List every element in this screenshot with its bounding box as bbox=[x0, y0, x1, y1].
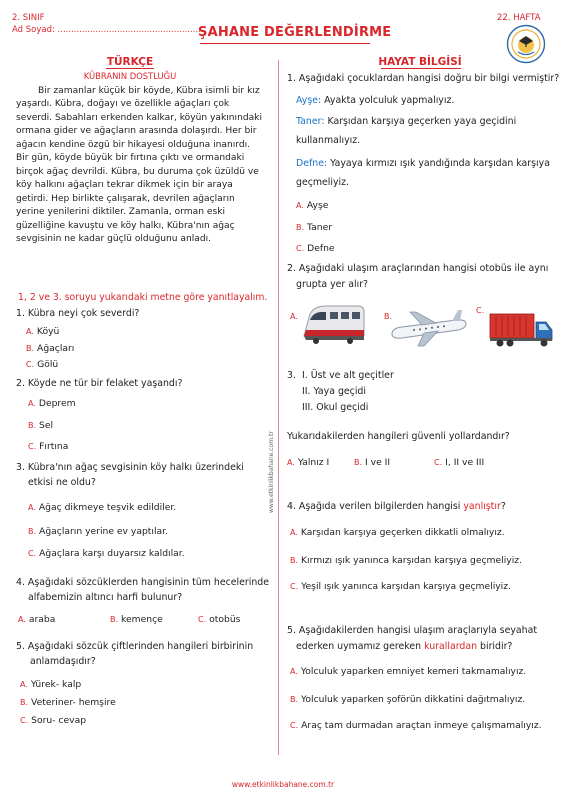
hb-question-5-line2: ederken uymamız gereken kurallardan biridir? bbox=[296, 641, 513, 652]
turkce-q5-option-a[interactable]: A. Yürek- kalp bbox=[20, 679, 82, 690]
vertical-url: www.etkinlikbahane.com.tr bbox=[268, 431, 275, 513]
turkce-question-5: 5. Aşağıdaki sözcük çiftlerinden hangileri birbirinin bbox=[16, 641, 254, 652]
hb-q1-statement-taner: Taner: Karşıdan karşıya geçerken yaya geçidini bbox=[296, 116, 517, 127]
logo-badge-icon bbox=[506, 24, 546, 64]
turkce-q4-option-c[interactable]: C. otobüs bbox=[198, 614, 241, 625]
hb-q1-statement-ayse: Ayşe: Ayakta yolculuk yapmalıyız. bbox=[296, 95, 455, 106]
hb-q2-option-c[interactable]: C. bbox=[476, 306, 485, 315]
title-underline bbox=[200, 43, 370, 44]
hb-q5-option-a[interactable]: A. Yolculuk yaparken emniyet kemeri takmamalıyız. bbox=[290, 666, 527, 677]
turkce-q4-option-b[interactable]: B. kemençe bbox=[110, 614, 163, 625]
turkce-question-4-line2: alfabemizin altıncı harfi bulunur? bbox=[28, 592, 183, 603]
hb-q1-option-a[interactable]: A. Ayşe bbox=[296, 200, 329, 211]
hb-q3-option-a[interactable]: A. Yalnız I bbox=[287, 457, 330, 468]
train-icon[interactable] bbox=[300, 300, 368, 346]
turkce-question-3-line2: etkisi ne oldu? bbox=[28, 477, 96, 488]
name-field-label[interactable]: Ad Soyad: ....................................................... bbox=[12, 25, 207, 35]
hayat-bilgisi-section-title: HAYAT BİLGİSİ bbox=[378, 56, 462, 68]
hb-q2-option-b[interactable]: B. bbox=[384, 312, 393, 321]
story-paragraph-2: Bir gün, köyde büyük bir fırtına çıktı ve ormandaki birçok ağaç devrildi. Kübra, bu duruma çok üzüldü ve köy halkını ağaçları tekrar dikmek için bir araya getirdi. Hep birlikte çalışarak, devrilen ağaçların yerine yenilerini diktiler. Zamanla, orman eski güzelliğine kavuştu ve köy halkı, Kübra'nın ağaç sevgisinin ne kadar güçlü olduğunu anladı. bbox=[16, 153, 259, 244]
hb-q4-option-c[interactable]: C. Yeşil ışık yanınca karşıdan karşıya geçmeliyiz. bbox=[290, 581, 511, 592]
hb-q3-item-1: I. Üst ve alt geçitler bbox=[302, 370, 394, 381]
hb-question-4: 4. Aşağıda verilen bilgilerden hangisi yanlıştır? bbox=[287, 501, 506, 512]
turkce-q1-option-c[interactable]: C. Gölü bbox=[26, 359, 59, 370]
turkce-q5-option-c[interactable]: C. Soru- cevap bbox=[20, 715, 87, 726]
hb-q1-option-b[interactable]: B. Taner bbox=[296, 222, 333, 233]
hb-question-2-line2: grupta yer alır? bbox=[296, 279, 369, 290]
hb-q4-option-a[interactable]: A. Karşıdan karşıya geçerken dikkatli olmalıyız. bbox=[290, 527, 505, 538]
hb-q5-option-b[interactable]: B. Yolculuk yaparken şoförün dikkatini dağıtmalıyız. bbox=[290, 694, 526, 705]
turkce-question-3: 3. Kübra'nın ağaç sevgisinin köy halkı üzerindeki bbox=[16, 462, 244, 473]
turkce-question-5-line2: anlamdaşıdır? bbox=[30, 656, 96, 667]
story-paragraph-1: Bir zamanlar küçük bir köyde, Kübra isimli bir kız yaşardı. Kübra, doğayı ve özellikle ağaçları çok severdi. Sabahları erkenden kalkar, köyün yakınındaki ormana gider ve ağaçların arasında dolaşırdı. Her bir ağacın kendine özgü bir hikayesi olduğuna inanırdı. bbox=[16, 86, 262, 150]
hb-question-1: 1. Aşağıdaki çocuklardan hangisi doğru bir bilgi vermiştir? bbox=[287, 73, 560, 84]
hb-q1-statement-defne: Defne: Yayaya kırmızı ışık yandığında karşıdan karşıya bbox=[296, 158, 550, 169]
hb-q4-option-b[interactable]: B. Kırmızı ışık yanınca karşıdan karşıya geçmeliyiz. bbox=[290, 555, 523, 566]
turkce-q3-option-b[interactable]: B. Ağaçların yerine ev yaptılar. bbox=[28, 526, 169, 537]
instruction-text: 1, 2 ve 3. soruyu yukarıdaki metne göre yanıtlayalım. bbox=[18, 292, 268, 303]
hb-q3-item-3: III. Okul geçidi bbox=[302, 402, 369, 413]
turkce-q2-option-c[interactable]: C. Fırtına bbox=[28, 441, 69, 452]
turkce-q1-option-b[interactable]: B. Ağaçları bbox=[26, 343, 75, 354]
airplane-icon[interactable] bbox=[388, 308, 468, 348]
week-label: 22. HAFTA bbox=[497, 13, 541, 23]
footer-url[interactable]: www.etkinlikbahane.com.tr bbox=[231, 780, 335, 789]
story-text bbox=[16, 85, 262, 246]
column-divider bbox=[278, 60, 279, 755]
turkce-question-4: 4. Aşağıdaki sözcüklerden hangisinin tüm hecelerinde bbox=[16, 577, 269, 588]
turkce-q3-option-c[interactable]: C. Ağaçlara karşı duyarsız kaldılar. bbox=[28, 548, 185, 559]
hb-q1-option-c[interactable]: C. Defne bbox=[296, 243, 335, 254]
hayat-bilgisi-underline bbox=[381, 68, 461, 69]
hb-q3-item-2: II. Yaya geçidi bbox=[302, 386, 366, 397]
story-title: KÜBRANIN DOSTLUĞU bbox=[83, 71, 177, 81]
hb-q3-option-b[interactable]: B. I ve II bbox=[354, 457, 391, 468]
turkce-section-title: TÜRKÇE bbox=[106, 56, 154, 68]
hb-q5-option-c[interactable]: C. Araç tam durmadan araçtan inmeye çalışmamalıyız. bbox=[290, 720, 542, 731]
hb-q1-statement-defne-line2: geçmeliyiz. bbox=[296, 177, 350, 188]
hb-q1-statement-taner-line2: kullanmalıyız. bbox=[296, 135, 361, 146]
turkce-q5-option-b[interactable]: B. Veteriner- hemşire bbox=[20, 697, 116, 708]
turkce-question-1: 1. Kübra neyi çok severdi? bbox=[16, 308, 140, 319]
turkce-q2-option-a[interactable]: A. Deprem bbox=[28, 398, 76, 409]
hb-question-5: 5. Aşağıdakilerden hangisi ulaşım araçlarıyla seyahat bbox=[287, 625, 537, 636]
hb-question-3-number: 3. bbox=[287, 370, 296, 381]
turkce-underline bbox=[106, 68, 154, 69]
turkce-q1-option-a[interactable]: A. Köyü bbox=[26, 326, 60, 337]
hb-q3-option-c[interactable]: C. I, II ve III bbox=[434, 457, 485, 468]
turkce-q2-option-b[interactable]: B. Sel bbox=[28, 420, 54, 431]
page-title: ŞAHANE DEĞERLENDİRME bbox=[198, 25, 392, 40]
grade-label: 2. SINIF bbox=[12, 13, 45, 23]
hb-question-3: Yukarıdakilerden hangileri güvenli yollardandır? bbox=[287, 431, 510, 442]
hb-question-2: 2. Aşağıdaki ulaşım araçlarından hangisi otobüs ile aynı bbox=[287, 263, 549, 274]
hb-q2-option-a[interactable]: A. bbox=[290, 312, 298, 321]
truck-icon[interactable] bbox=[488, 310, 554, 348]
turkce-q3-option-a[interactable]: A. Ağaç dikmeye teşvik edildiler. bbox=[28, 502, 177, 513]
turkce-q4-option-a[interactable]: A. araba bbox=[18, 614, 56, 625]
turkce-question-2: 2. Köyde ne tür bir felaket yaşandı? bbox=[16, 378, 183, 389]
